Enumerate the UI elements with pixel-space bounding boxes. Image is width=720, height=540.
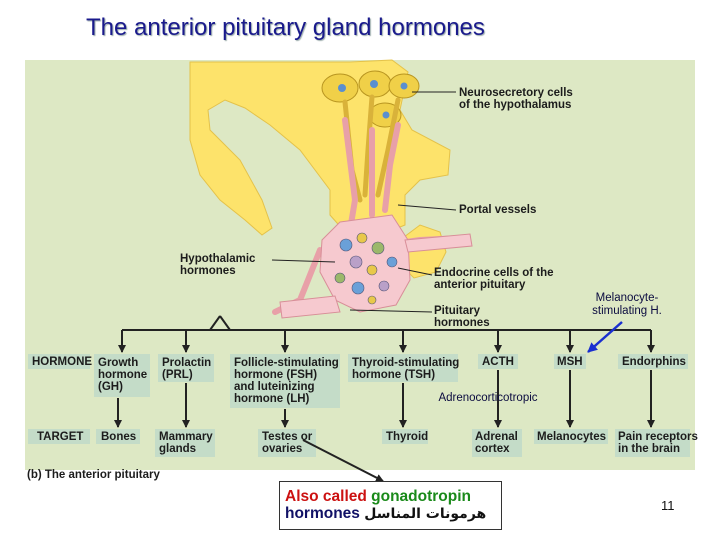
callout-gonadotropin: gonadotropin bbox=[371, 488, 472, 505]
row-label-hormone: HORMONE bbox=[32, 356, 93, 368]
callout-hormones: hormones bbox=[285, 505, 360, 522]
callout-arabic: هرمونات المناسل bbox=[364, 506, 487, 522]
hormone-prl: Prolactin (PRL) bbox=[162, 357, 212, 381]
page-number: 11 bbox=[661, 498, 675, 513]
label-neurosecretory-cells: Neurosecretory cells of the hypothalamus bbox=[459, 87, 573, 111]
msh-annotation-arrow bbox=[588, 322, 622, 352]
outflow-vessel bbox=[280, 296, 340, 318]
label-endocrine-cells: Endocrine cells of the anterior pituitary bbox=[434, 267, 554, 291]
target-adrenal: Adrenal cortex bbox=[475, 431, 518, 455]
hormone-tsh: Thyroid-stimulating hormone (TSH) bbox=[352, 357, 460, 381]
target-thyroid: Thyroid bbox=[386, 431, 429, 443]
target-bones: Bones bbox=[101, 431, 137, 443]
hormone-msh: MSH bbox=[557, 356, 583, 368]
target-melanocytes: Melanocytes bbox=[537, 431, 607, 443]
callout-prefix: Also called bbox=[285, 488, 372, 505]
hormone-fsh-lh: Follicle-stimulating hormone (FSH) and luteinizing hormone (LH) bbox=[234, 357, 339, 405]
label-hypothalamic-hormones: Hypothalamic hormones bbox=[180, 253, 256, 277]
label-pituitary-hormones: Pituitary hormones bbox=[434, 305, 490, 329]
target-mammary: Mammary glands bbox=[159, 431, 213, 455]
hormone-gh: Growth hormone (GH) bbox=[98, 357, 148, 393]
note-melanocyte-stimulating: Melanocyte- stimulating H. bbox=[592, 292, 662, 317]
target-pain: Pain receptors in the brain bbox=[618, 431, 698, 455]
note-adrenocorticotropic: Adrenocorticotropic bbox=[438, 392, 538, 404]
row-label-target: TARGET bbox=[37, 431, 84, 443]
gonadotropin-callout bbox=[279, 481, 502, 530]
figure-caption: (b) The anterior pituitary bbox=[27, 469, 160, 481]
callout-arrow bbox=[303, 440, 383, 481]
hormone-endorphins: Endorphins bbox=[622, 356, 686, 368]
label-portal-vessels: Portal vessels bbox=[459, 204, 537, 216]
target-testes: Testes or ovaries bbox=[262, 431, 313, 455]
hormone-acth: ACTH bbox=[482, 356, 514, 368]
page-title: The anterior pituitary gland hormones bbox=[86, 14, 485, 41]
